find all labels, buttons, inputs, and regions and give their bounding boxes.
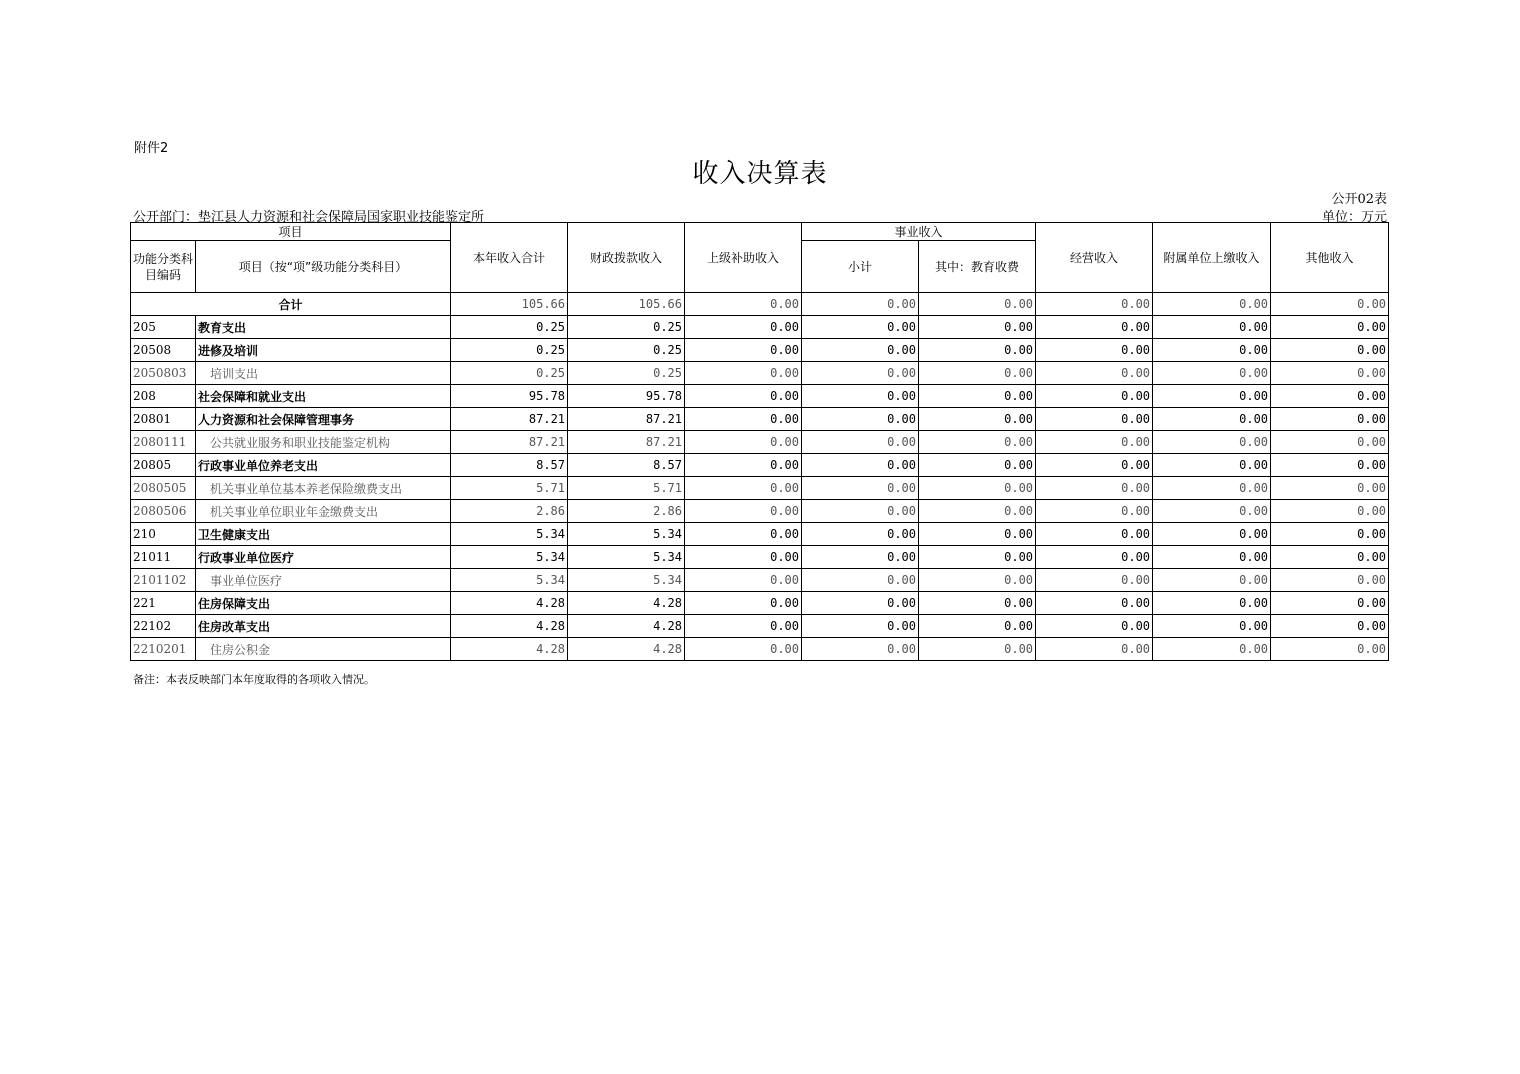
- table-row: [131, 477, 1389, 500]
- row-code: 2050803: [131, 362, 196, 385]
- row-code: 22102: [131, 615, 196, 638]
- table-row: [131, 339, 1389, 362]
- total-cell: 105.66: [451, 293, 568, 316]
- row-value: 0.25: [568, 316, 685, 339]
- total-cell: 0.00: [1271, 293, 1389, 316]
- row-value: 0.25: [568, 339, 685, 362]
- total-row: [131, 293, 1389, 316]
- row-value: 0.00: [802, 592, 919, 615]
- row-value: 0.00: [919, 477, 1036, 500]
- row-value: 4.28: [451, 638, 568, 661]
- row-value: 0.00: [685, 615, 802, 638]
- row-value: 0.00: [802, 546, 919, 569]
- row-name: 教育支出: [196, 316, 451, 339]
- row-value: 0.00: [1271, 454, 1389, 477]
- row-value: 0.00: [919, 339, 1036, 362]
- row-code: 210: [131, 523, 196, 546]
- row-name: 社会保障和就业支出: [196, 385, 451, 408]
- row-value: 0.00: [685, 500, 802, 523]
- header-business-group: 事业收入: [802, 223, 1036, 241]
- row-value: 0.00: [919, 638, 1036, 661]
- total-cell: 0.00: [1036, 293, 1153, 316]
- row-value: 0.00: [802, 454, 919, 477]
- row-value: 87.21: [451, 408, 568, 431]
- row-code: 2080506: [131, 500, 196, 523]
- table-row: [131, 638, 1389, 661]
- row-value: 5.71: [568, 477, 685, 500]
- table-row: [131, 569, 1389, 592]
- row-value: 0.00: [802, 638, 919, 661]
- department-label: 公开部门：垫江县人力资源和社会保障局国家职业技能鉴定所: [133, 210, 485, 225]
- row-name: 进修及培训: [196, 339, 451, 362]
- row-value: 0.00: [1153, 316, 1271, 339]
- row-code: 205: [131, 316, 196, 339]
- row-value: 0.00: [1153, 454, 1271, 477]
- row-value: 2.86: [568, 500, 685, 523]
- row-name: 住房公积金: [196, 638, 451, 661]
- row-value: 0.00: [1036, 569, 1153, 592]
- row-value: 0.00: [919, 592, 1036, 615]
- row-value: 0.00: [919, 362, 1036, 385]
- row-code: 20801: [131, 408, 196, 431]
- row-value: 0.00: [1036, 362, 1153, 385]
- header-superior-subsidy: 上级补助收入: [685, 223, 802, 293]
- row-name: 机关事业单位基本养老保险缴费支出: [196, 477, 451, 500]
- row-value: 0.00: [1153, 638, 1271, 661]
- row-value: 0.00: [1153, 477, 1271, 500]
- row-value: 8.57: [568, 454, 685, 477]
- header-education-fee: 其中：教育收费: [919, 241, 1036, 293]
- row-value: 87.21: [451, 431, 568, 454]
- row-value: 5.34: [451, 546, 568, 569]
- attachment-label: 附件2: [134, 141, 169, 156]
- unit-label: 单位：万元: [1321, 210, 1387, 225]
- row-value: 0.00: [919, 546, 1036, 569]
- row-code: 20508: [131, 339, 196, 362]
- row-value: 0.00: [802, 431, 919, 454]
- row-value: 0.00: [1271, 477, 1389, 500]
- table-row: [131, 408, 1389, 431]
- total-cell: 105.66: [568, 293, 685, 316]
- row-value: 0.00: [1036, 546, 1153, 569]
- row-value: 0.00: [1153, 592, 1271, 615]
- row-value: 0.00: [1153, 569, 1271, 592]
- table-row: [131, 385, 1389, 408]
- row-value: 0.00: [802, 408, 919, 431]
- row-code: 2210201: [131, 638, 196, 661]
- row-value: 0.00: [1036, 431, 1153, 454]
- total-cell: 0.00: [1153, 293, 1271, 316]
- row-name: 公共就业服务和职业技能鉴定机构: [196, 431, 451, 454]
- row-value: 0.00: [685, 408, 802, 431]
- row-value: 0.00: [919, 569, 1036, 592]
- row-value: 0.00: [1153, 408, 1271, 431]
- header-code: 功能分类科目编码: [131, 241, 196, 293]
- row-value: 5.34: [451, 523, 568, 546]
- row-value: 0.00: [1036, 592, 1153, 615]
- row-value: 0.00: [1036, 477, 1153, 500]
- total-cell: 0.00: [919, 293, 1036, 316]
- row-value: 5.34: [568, 523, 685, 546]
- row-value: 0.00: [1153, 339, 1271, 362]
- row-name: 事业单位医疗: [196, 569, 451, 592]
- row-value: 0.00: [1271, 615, 1389, 638]
- row-value: 0.25: [451, 316, 568, 339]
- row-value: 0.00: [919, 431, 1036, 454]
- row-value: 0.00: [685, 546, 802, 569]
- row-value: 0.00: [1271, 569, 1389, 592]
- row-value: 0.00: [685, 454, 802, 477]
- row-code: 2080505: [131, 477, 196, 500]
- row-name: 人力资源和社会保障管理事务: [196, 408, 451, 431]
- row-value: 4.28: [568, 592, 685, 615]
- row-value: 0.00: [802, 362, 919, 385]
- row-value: 4.28: [451, 592, 568, 615]
- row-value: 87.21: [568, 408, 685, 431]
- row-value: 0.00: [1271, 316, 1389, 339]
- row-value: 5.34: [568, 569, 685, 592]
- income-table: [130, 222, 1389, 661]
- row-value: 95.78: [568, 385, 685, 408]
- row-code: 20805: [131, 454, 196, 477]
- row-name: 培训支出: [196, 362, 451, 385]
- row-value: 0.00: [802, 569, 919, 592]
- row-value: 0.00: [1036, 615, 1153, 638]
- header-total-income: 本年收入合计: [451, 223, 568, 293]
- row-value: 0.00: [1153, 500, 1271, 523]
- table-row: [131, 362, 1389, 385]
- row-value: 4.28: [568, 638, 685, 661]
- row-value: 0.00: [802, 500, 919, 523]
- row-value: 0.00: [1153, 523, 1271, 546]
- row-name: 机关事业单位职业年金缴费支出: [196, 500, 451, 523]
- row-value: 5.34: [451, 569, 568, 592]
- row-code: 221: [131, 592, 196, 615]
- row-value: 0.00: [1153, 385, 1271, 408]
- row-value: 0.25: [451, 339, 568, 362]
- row-value: 0.00: [1271, 592, 1389, 615]
- row-value: 0.00: [685, 523, 802, 546]
- header-name: 项目（按“项”级功能分类科目）: [196, 241, 451, 293]
- header-operating: 经营收入: [1036, 223, 1153, 293]
- row-value: 0.00: [802, 477, 919, 500]
- row-value: 0.00: [685, 477, 802, 500]
- total-cell: 0.00: [802, 293, 919, 316]
- row-value: 0.00: [802, 523, 919, 546]
- row-name: 行政事业单位养老支出: [196, 454, 451, 477]
- row-value: 0.00: [685, 431, 802, 454]
- row-value: 0.00: [685, 569, 802, 592]
- row-value: 0.00: [1036, 408, 1153, 431]
- header-subtotal: 小计: [802, 241, 919, 293]
- row-value: 0.00: [1036, 454, 1153, 477]
- row-code: 2080111: [131, 431, 196, 454]
- page-title: 收入决算表: [692, 159, 828, 189]
- row-value: 0.00: [1153, 362, 1271, 385]
- row-name: 住房保障支出: [196, 592, 451, 615]
- footnote: 备注：本表反映部门本年度取得的各项收入情况。: [133, 673, 375, 686]
- table-row: [131, 454, 1389, 477]
- row-value: 4.28: [568, 615, 685, 638]
- row-value: 0.00: [685, 339, 802, 362]
- total-cell: 0.00: [685, 293, 802, 316]
- header-fiscal: 财政拨款收入: [568, 223, 685, 293]
- row-value: 0.00: [1036, 339, 1153, 362]
- row-value: 0.25: [568, 362, 685, 385]
- row-value: 4.28: [451, 615, 568, 638]
- row-value: 0.00: [685, 638, 802, 661]
- row-value: 0.00: [1036, 316, 1153, 339]
- row-value: 0.00: [1153, 546, 1271, 569]
- row-value: 0.00: [919, 316, 1036, 339]
- row-value: 0.00: [919, 454, 1036, 477]
- row-value: 5.71: [451, 477, 568, 500]
- row-value: 5.34: [568, 546, 685, 569]
- row-value: 0.00: [802, 339, 919, 362]
- table-row: [131, 592, 1389, 615]
- row-code: 208: [131, 385, 196, 408]
- row-value: 0.00: [1271, 500, 1389, 523]
- row-value: 0.00: [919, 615, 1036, 638]
- table-row: [131, 523, 1389, 546]
- row-name: 行政事业单位医疗: [196, 546, 451, 569]
- table-row: [131, 316, 1389, 339]
- row-value: 0.00: [1271, 362, 1389, 385]
- row-value: 0.00: [1036, 385, 1153, 408]
- row-value: 0.00: [1036, 500, 1153, 523]
- header-affiliated: 附属单位上缴收入: [1153, 223, 1271, 293]
- row-value: 0.00: [1271, 523, 1389, 546]
- row-value: 2.86: [451, 500, 568, 523]
- row-value: 0.00: [919, 385, 1036, 408]
- header-other: 其他收入: [1271, 223, 1389, 293]
- row-code: 21011: [131, 546, 196, 569]
- row-value: 0.00: [1271, 385, 1389, 408]
- row-value: 0.00: [919, 408, 1036, 431]
- row-value: 0.00: [1271, 431, 1389, 454]
- row-value: 0.00: [1036, 638, 1153, 661]
- row-value: 0.00: [802, 615, 919, 638]
- table-row: [131, 546, 1389, 569]
- row-value: 0.00: [685, 592, 802, 615]
- row-value: 0.00: [1036, 523, 1153, 546]
- row-value: 0.00: [919, 523, 1036, 546]
- row-value: 87.21: [568, 431, 685, 454]
- row-value: 0.00: [685, 362, 802, 385]
- row-value: 0.25: [451, 362, 568, 385]
- row-value: 0.00: [802, 385, 919, 408]
- row-value: 0.00: [685, 385, 802, 408]
- row-value: 0.00: [1271, 638, 1389, 661]
- row-value: 0.00: [1271, 546, 1389, 569]
- row-value: 0.00: [1271, 408, 1389, 431]
- row-value: 8.57: [451, 454, 568, 477]
- row-value: 0.00: [1153, 431, 1271, 454]
- row-value: 0.00: [919, 500, 1036, 523]
- row-value: 0.00: [1271, 339, 1389, 362]
- header-project-group: 项目: [131, 223, 451, 241]
- table-row: [131, 500, 1389, 523]
- table-row: [131, 431, 1389, 454]
- row-value: 0.00: [802, 316, 919, 339]
- form-number: 公开02表: [1331, 192, 1387, 207]
- total-label: 合计: [131, 293, 451, 316]
- row-value: 0.00: [1153, 615, 1271, 638]
- row-code: 2101102: [131, 569, 196, 592]
- row-value: 0.00: [685, 316, 802, 339]
- table-row: [131, 615, 1389, 638]
- row-value: 95.78: [451, 385, 568, 408]
- row-name: 卫生健康支出: [196, 523, 451, 546]
- row-name: 住房改革支出: [196, 615, 451, 638]
